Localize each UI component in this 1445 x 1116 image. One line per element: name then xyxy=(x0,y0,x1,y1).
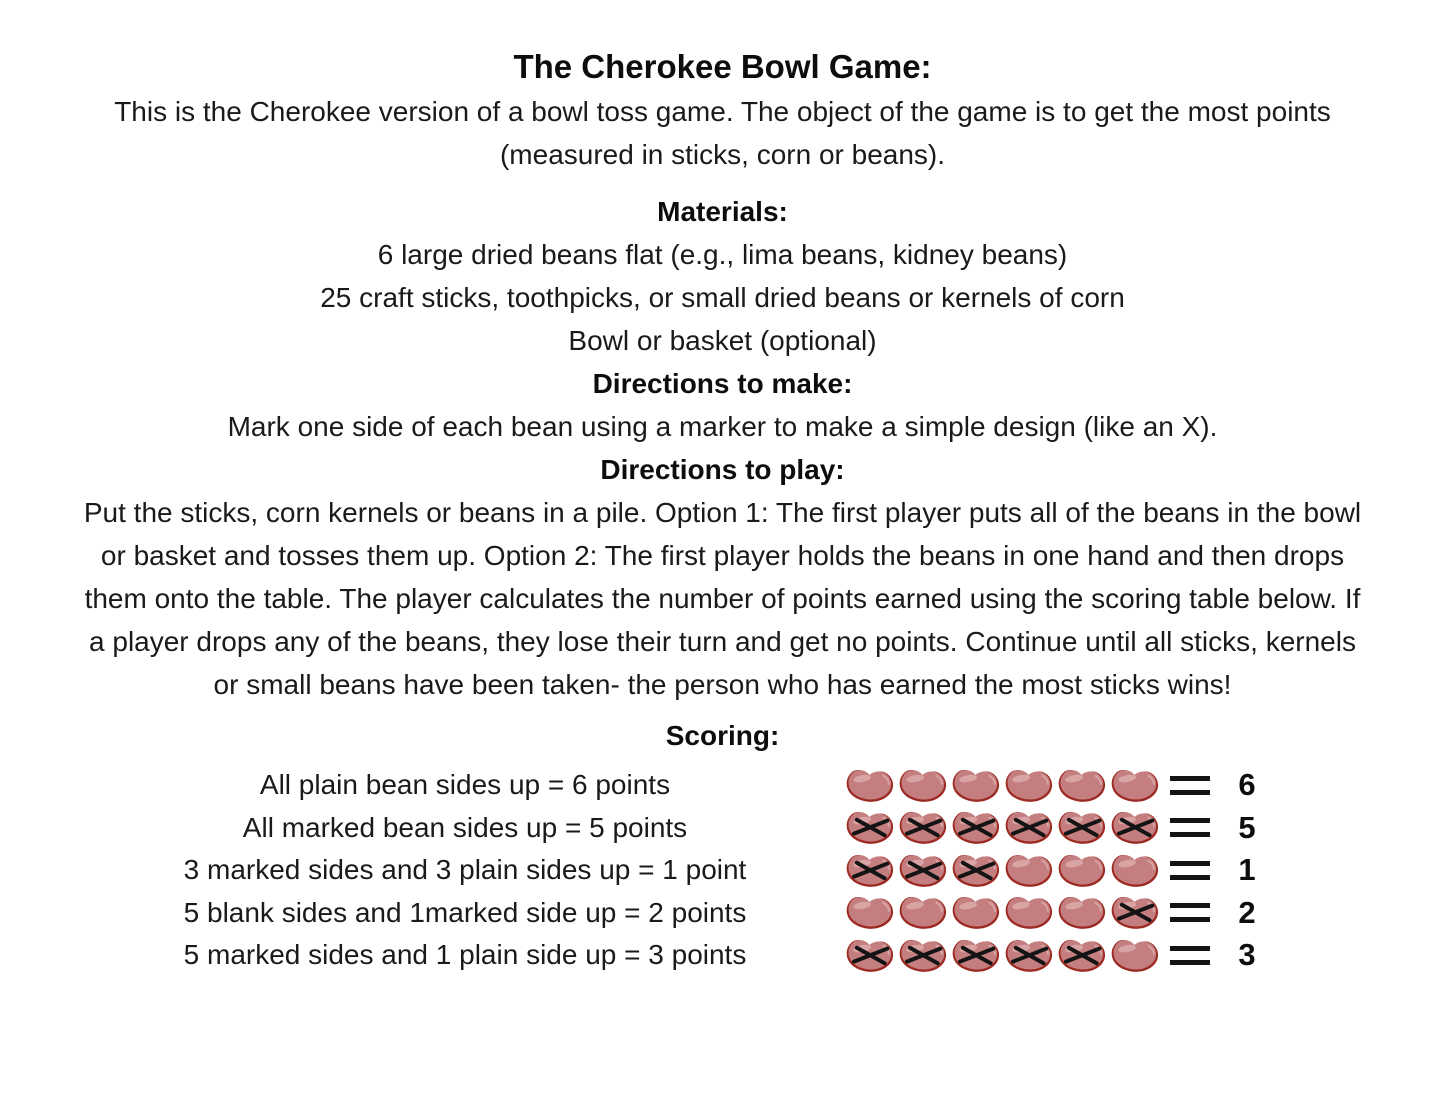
scoring-rule-text: 3 marked sides and 3 plain sides up = 1 point xyxy=(183,854,747,886)
materials-heading: Materials: xyxy=(657,196,788,227)
bean-marked-icon xyxy=(951,810,1000,845)
points-value: 1 xyxy=(1238,852,1256,888)
bean-plain-icon xyxy=(898,768,947,803)
scoring-row xyxy=(85,892,1445,935)
bean-marked-icon xyxy=(1057,938,1106,973)
bean-marked-icon xyxy=(1110,810,1159,845)
bean-marked-icon xyxy=(1004,938,1053,973)
bean-marked-icon xyxy=(1057,810,1106,845)
material-item: 6 large dried beans flat (e.g., lima beans, kidney beans) xyxy=(377,239,1068,270)
equals-icon xyxy=(1170,946,1210,965)
bean-marked-icon xyxy=(845,938,894,973)
bean-plain-icon xyxy=(1057,853,1106,888)
bean-result-icons xyxy=(845,938,1170,973)
scoring-table xyxy=(85,764,1445,977)
scoring-rule-text: All plain bean sides up = 6 points xyxy=(259,769,671,801)
equals-icon xyxy=(1170,776,1210,795)
directions-make-heading: Directions to make: xyxy=(592,368,853,399)
scoring-heading: Scoring: xyxy=(665,720,780,751)
bean-marked-icon xyxy=(845,853,894,888)
intro-paragraph: This is the Cherokee version of a bowl toss game. The object of the game is to get the most points (measured in sticks, corn or beans). xyxy=(114,96,1331,170)
bean-plain-icon xyxy=(845,768,894,803)
bean-plain-icon xyxy=(1057,895,1106,930)
equals-icon xyxy=(1170,903,1210,922)
directions-play-text: Put the sticks, corn kernels or beans in a pile. Option 1: The first player puts all of the beans in the bowl or basket and tosses them up. Option 2: The first player holds the beans in one hand and then drops them onto the table. The player calculates the number of points earned using the scoring table below. If a player drops any of the beans, they lose their turn and get no points. Continue until all sticks, kernels or small beans have been taken- the person who has earned the most sticks wins! xyxy=(83,497,1362,700)
bean-plain-icon xyxy=(1110,853,1159,888)
bean-result-icons xyxy=(845,768,1170,803)
material-item: Bowl or basket (optional) xyxy=(568,325,877,356)
bean-marked-icon xyxy=(1004,810,1053,845)
scoring-row xyxy=(85,807,1445,850)
material-item: 25 craft sticks, toothpicks, or small dried beans or kernels of corn xyxy=(320,282,1125,313)
directions-play-heading: Directions to play: xyxy=(600,454,845,485)
bean-plain-icon xyxy=(951,895,1000,930)
bean-marked-icon xyxy=(951,938,1000,973)
bean-plain-icon xyxy=(1004,768,1053,803)
directions-make-text: Mark one side of each bean using a marker to make a simple design (like an X). xyxy=(227,411,1218,442)
bean-result-icons xyxy=(845,895,1170,930)
bean-marked-icon xyxy=(898,938,947,973)
scoring-rule-text: 5 marked sides and 1 plain side up = 3 points xyxy=(183,939,747,971)
bean-plain-icon xyxy=(845,895,894,930)
equals-icon xyxy=(1170,861,1210,880)
scoring-rule-text: All marked bean sides up = 5 points xyxy=(242,811,688,843)
bean-plain-icon xyxy=(1110,768,1159,803)
bean-plain-icon xyxy=(1004,853,1053,888)
points-value: 3 xyxy=(1238,937,1256,973)
bean-marked-icon xyxy=(898,810,947,845)
points-value: 6 xyxy=(1238,767,1256,803)
bean-plain-icon xyxy=(951,768,1000,803)
bean-result-icons xyxy=(845,853,1170,888)
bean-plain-icon xyxy=(1057,768,1106,803)
bean-result-icons xyxy=(845,810,1170,845)
page-title: The Cherokee Bowl Game: xyxy=(513,48,932,85)
bean-marked-icon xyxy=(951,853,1000,888)
bean-marked-icon xyxy=(845,810,894,845)
bean-plain-icon xyxy=(1004,895,1053,930)
scoring-row xyxy=(85,934,1445,977)
equals-icon xyxy=(1170,818,1210,837)
points-value: 5 xyxy=(1238,809,1256,845)
bean-plain-icon xyxy=(898,895,947,930)
scoring-rule-text: 5 blank sides and 1marked side up = 2 points xyxy=(183,896,747,928)
bean-marked-icon xyxy=(898,853,947,888)
scoring-row xyxy=(85,764,1445,807)
bean-marked-icon xyxy=(1110,895,1159,930)
scoring-row xyxy=(85,849,1445,892)
points-value: 2 xyxy=(1238,894,1256,930)
bean-plain-icon xyxy=(1110,938,1159,973)
